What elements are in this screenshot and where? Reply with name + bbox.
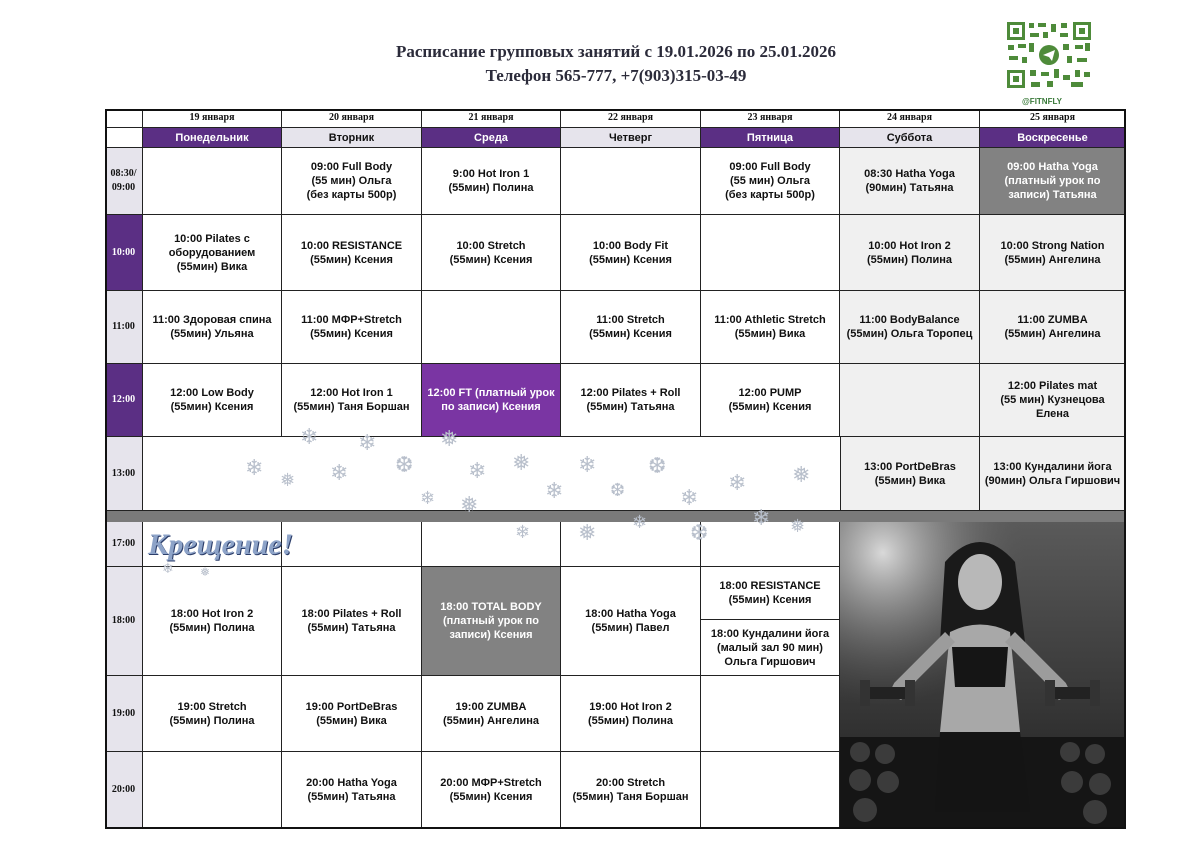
snowflake-icon: ❄ xyxy=(358,430,377,455)
snowflake-icon: ❅ xyxy=(440,426,459,451)
time-cell: 12:00 xyxy=(105,364,143,437)
class-cell: 10:00 Hot Iron 2 (55мин) Полина xyxy=(840,215,980,291)
date-header: 22 января xyxy=(561,109,701,128)
day-header: Суббота xyxy=(840,128,980,148)
class-cell: 12:00 Low Body (55мин) Ксения xyxy=(143,364,282,437)
class-cell: 19:00 Hot Iron 2 (55мин) Полина xyxy=(561,676,701,752)
class-cell: 20:00 Stretch (55мин) Таня Боршан xyxy=(561,752,701,829)
qr-code-icon xyxy=(1005,20,1093,90)
class-cell: 19:00 Stretch (55мин) Полина xyxy=(143,676,282,752)
class-cell: 18:00 Кундалини йога (малый зал 90 мин) Ольга Гиршович xyxy=(701,620,840,676)
empty-cell xyxy=(143,437,840,511)
class-cell: 18:00 TOTAL BODY (платный урок по записи) Ксения xyxy=(422,567,561,676)
phone-line: Телефон 565-777, +7(903)315-03-49 xyxy=(485,66,747,85)
krestchenie-banner: Крещение! xyxy=(148,528,294,561)
class-cell: 10:00 Body Fit (55мин) Ксения xyxy=(561,215,701,291)
date-header: 20 января xyxy=(282,109,422,128)
time-cell: 20:00 xyxy=(105,752,143,829)
class-cell: 09:00 Full Body (55 мин) Ольга (без карты 500р) xyxy=(701,148,840,215)
class-cell xyxy=(143,752,282,829)
snowflake-icon: ❄ xyxy=(162,560,174,576)
snowflake-icon: ❅ xyxy=(578,520,597,545)
snowflake-icon: ❄ xyxy=(728,470,747,495)
day-header: Понедельник xyxy=(143,128,282,148)
class-cell: 10:00 Pilates с оборудованием (55мин) Вика xyxy=(143,215,282,291)
class-cell: 11:00 Stretch (55мин) Ксения xyxy=(561,291,701,364)
class-cell: 10:00 Stretch (55мин) Ксения xyxy=(422,215,561,291)
class-cell: 20:00 МФР+Stretch (55мин) Ксения xyxy=(422,752,561,829)
empty-cell xyxy=(701,522,840,567)
snowflake-icon: ❄ xyxy=(515,522,531,542)
date-header: 23 января xyxy=(701,109,840,128)
class-cell: 12:00 FT (платный урок по записи) Ксения xyxy=(422,364,561,437)
class-cell: 18:00 Hatha Yoga (55мин) Павел xyxy=(561,567,701,676)
snowflake-icon: ❄ xyxy=(680,485,699,510)
class-cell: 11:00 Здоровая спина (55мин) Ульяна xyxy=(143,291,282,364)
corner-cell xyxy=(105,128,143,148)
class-cell: 13:00 Кундалини йога (90мин) Ольга Гиршович xyxy=(980,437,1126,511)
class-cell: 10:00 RESISTANCE (55мин) Ксения xyxy=(282,215,422,291)
class-cell xyxy=(561,148,701,215)
empty-cell xyxy=(422,522,561,567)
date-header: 24 января xyxy=(840,109,980,128)
class-cell: 08:30 Hatha Yoga (90мин) Татьяна xyxy=(840,148,980,215)
class-cell: 11:00 МФР+Stretch (55мин) Ксения xyxy=(282,291,422,364)
schedule-title: Расписание групповых занятий с 19.01.2026 по 25.01.2026 xyxy=(395,42,837,61)
snowflake-icon: ❄ xyxy=(300,424,319,449)
snowflake-icon: ❅ xyxy=(460,492,479,517)
class-cell: 9:00 Hot Iron 1 (55мин) Полина xyxy=(422,148,561,215)
class-cell xyxy=(701,215,840,291)
class-cell: 11:00 ZUMBA (55мин) Ангелина xyxy=(980,291,1126,364)
class-cell: 12:00 Pilates + Roll (55мин) Татьяна xyxy=(561,364,701,437)
snowflake-icon: ❅ xyxy=(790,516,806,536)
corner-cell xyxy=(105,109,143,128)
class-cell: 18:00 Pilates + Roll (55мин) Татьяна xyxy=(282,567,422,676)
class-cell: 20:00 Hatha Yoga (55мин) Татьяна xyxy=(282,752,422,829)
snowflake-icon: ❄ xyxy=(632,512,648,532)
day-header: Среда xyxy=(422,128,561,148)
snowflake-icon: ❆ xyxy=(395,452,414,477)
class-cell xyxy=(840,364,980,437)
class-cell: 12:00 PUMP (55мин) Ксения xyxy=(701,364,840,437)
time-cell: 17:00 xyxy=(105,522,143,567)
class-cell: 12:00 Hot Iron 1 (55мин) Таня Боршан xyxy=(282,364,422,437)
fitness-photo xyxy=(840,522,1125,829)
time-cell: 19:00 xyxy=(105,676,143,752)
date-header: 19 января xyxy=(143,109,282,128)
snowflake-icon: ❄ xyxy=(578,452,597,477)
snowflake-icon: ❅ xyxy=(512,450,531,475)
class-cell: 18:00 RESISTANCE (55мин) Ксения xyxy=(701,567,840,620)
snowflake-icon: ❄ xyxy=(245,455,264,480)
date-header: 21 января xyxy=(422,109,561,128)
snowflake-icon: ❄ xyxy=(752,505,771,530)
snowflake-icon: ❄ xyxy=(330,460,349,485)
class-cell: 11:00 BodyBalance (55мин) Ольга Торопец xyxy=(840,291,980,364)
time-cell: 11:00 xyxy=(105,291,143,364)
day-header: Воскресенье xyxy=(980,128,1126,148)
time-cell: 08:30/ 09:00 xyxy=(105,148,143,215)
time-cell: 13:00 xyxy=(105,437,143,511)
class-cell: 12:00 Pilates mat (55 мин) Кузнецова Елена xyxy=(980,364,1126,437)
class-cell xyxy=(143,148,282,215)
class-cell: 13:00 PortDeBras (55мин) Вика xyxy=(840,437,980,511)
empty-cell xyxy=(561,522,701,567)
day-header: Вторник xyxy=(282,128,422,148)
snowflake-icon: ❄ xyxy=(420,488,436,508)
snowflake-icon: ❆ xyxy=(690,520,709,545)
snowflake-icon: ❄ xyxy=(545,478,564,503)
class-cell: 09:00 Hatha Yoga (платный урок по записи) Татьяна xyxy=(980,148,1126,215)
snowflake-icon: ❅ xyxy=(792,462,811,487)
class-cell: 11:00 Athletic Stretch (55мин) Вика xyxy=(701,291,840,364)
snowflake-icon: ❅ xyxy=(200,565,211,579)
qr-handle: @FITNFLY xyxy=(1022,97,1062,106)
class-cell: 18:00 Hot Iron 2 (55мин) Полина xyxy=(143,567,282,676)
time-cell: 10:00 xyxy=(105,215,143,291)
class-cell xyxy=(701,752,840,829)
class-cell xyxy=(701,676,840,752)
time-cell: 18:00 xyxy=(105,567,143,676)
class-cell: 09:00 Full Body (55 мин) Ольга (без карты 500р) xyxy=(282,148,422,215)
day-header: Пятница xyxy=(701,128,840,148)
section-divider xyxy=(105,511,1126,522)
class-cell: 10:00 Strong Nation (55мин) Ангелина xyxy=(980,215,1126,291)
empty-cell xyxy=(282,522,422,567)
class-cell: 19:00 PortDeBras (55мин) Вика xyxy=(282,676,422,752)
snowflake-icon: ❅ xyxy=(280,470,296,490)
class-cell xyxy=(422,291,561,364)
snowflake-icon: ❆ xyxy=(610,480,626,500)
snowflake-icon: ❄ xyxy=(468,458,487,483)
day-header: Четверг xyxy=(561,128,701,148)
date-header: 25 января xyxy=(980,109,1126,128)
snowflake-icon: ❆ xyxy=(648,453,667,478)
class-cell: 19:00 ZUMBA (55мин) Ангелина xyxy=(422,676,561,752)
